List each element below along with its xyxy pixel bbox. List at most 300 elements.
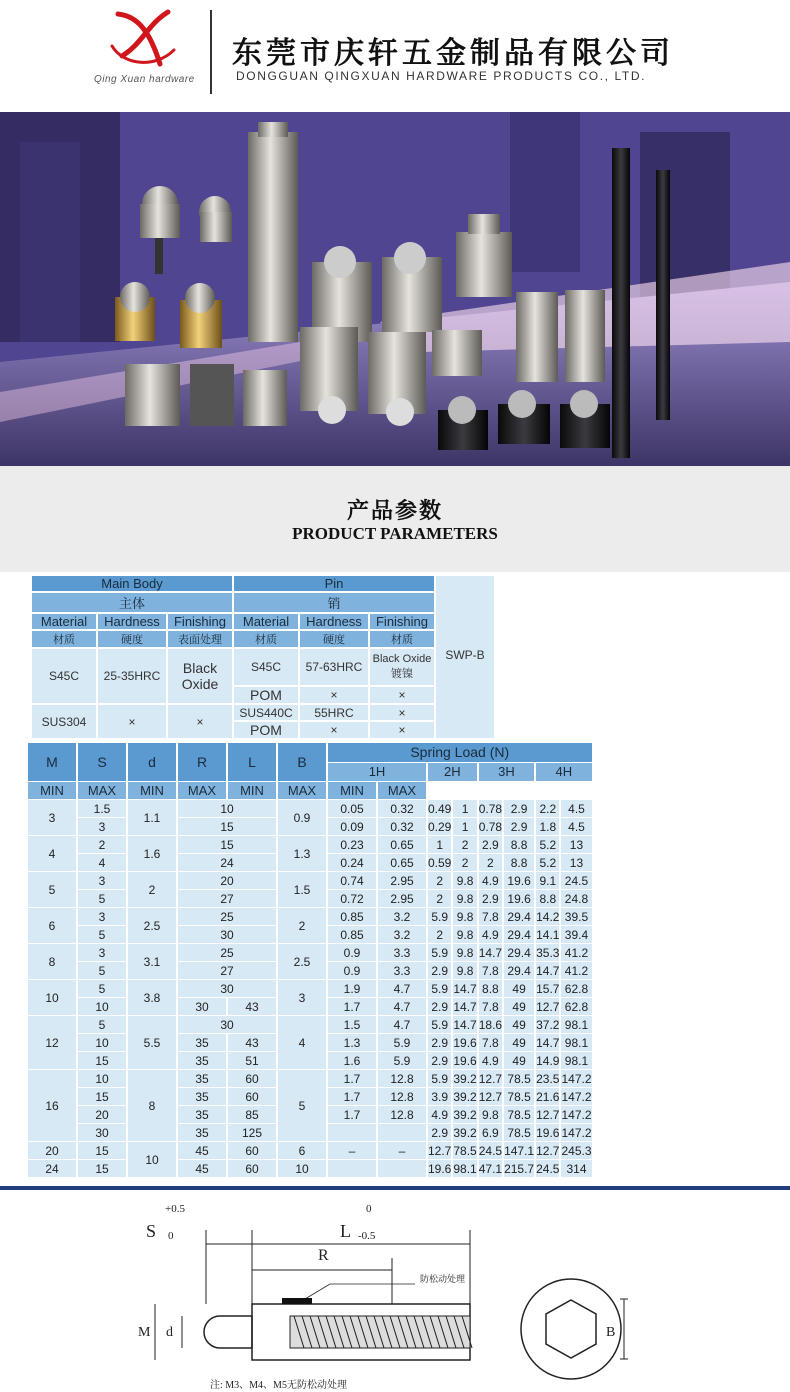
cell-load-3: 39.2 <box>453 1089 477 1104</box>
pin-col-hardness-en: Hardness <box>300 614 368 629</box>
cell-l: 60 <box>228 1088 276 1105</box>
cell-load-6: 14.1 <box>536 927 560 942</box>
cell-load-1: 5.9 <box>378 1034 426 1051</box>
cell-load-2: 5.9 <box>428 1070 451 1087</box>
cell-load-3: 2 <box>453 836 476 853</box>
cell-load-7: 24.5 <box>561 872 591 889</box>
cell-load-5: 19.6 <box>504 872 534 889</box>
cell-load-2: 2.9 <box>428 1034 451 1051</box>
cell-load-5: 49 <box>504 1016 534 1033</box>
cell-load-3: 78.5 <box>453 1143 477 1158</box>
cell-load-2: 2 <box>428 926 451 943</box>
cell-load-3: 39.2 <box>453 1107 477 1122</box>
cell-s: 1.5 <box>78 800 126 817</box>
cell-load-4: 14.7 <box>478 945 503 960</box>
cell-load-0: 1.7 <box>328 998 376 1015</box>
cell-m: 12 <box>28 1016 76 1069</box>
cell-b: 4 <box>278 1016 326 1069</box>
cell-load-0: 0.74 <box>328 872 376 889</box>
cell-load-3: 9.8 <box>453 962 476 979</box>
pin-row3-material: SUS440C <box>234 705 298 720</box>
cell-load-2: 5.9 <box>428 908 451 925</box>
col-material-cn: 材质 <box>32 631 96 647</box>
cell-load-6: 21.6 <box>536 1089 560 1104</box>
cell-m: 16 <box>28 1070 76 1141</box>
cell-load-0: 0.09 <box>328 818 376 835</box>
table-row <box>28 1016 592 1033</box>
cell-load-7: 98.1 <box>561 1016 591 1033</box>
dim-label-m: M <box>138 1325 151 1340</box>
cell-load-7: 13 <box>561 854 591 871</box>
cell-load-0: 1.7 <box>328 1106 376 1123</box>
cell-load-4: 4.9 <box>479 926 502 943</box>
cell-load-6: 24.5 <box>536 1161 560 1176</box>
cell-load-3: 9.8 <box>453 890 476 907</box>
cell-load-4: 12.7 <box>478 1071 503 1086</box>
cell-load-3: 19.6 <box>453 1053 477 1068</box>
pin-row2-finishing: × <box>370 687 434 703</box>
section-title-band <box>0 466 790 572</box>
cell-load-2: 3.9 <box>428 1088 451 1105</box>
cell-load-4: 2.9 <box>479 890 502 907</box>
row1-material: S45C <box>32 649 96 703</box>
cell-s: 20 <box>78 1106 126 1123</box>
cell-load-4: 12.7 <box>478 1089 503 1104</box>
cell-load-1: 12.8 <box>378 1070 426 1087</box>
cell-load-4: 47.1 <box>478 1161 503 1176</box>
pin-col-material-en: Material <box>234 614 298 629</box>
cell-d: 1.6 <box>128 836 176 871</box>
pin-row4-finishing: × <box>370 722 434 738</box>
cell-s: 15 <box>78 1052 126 1069</box>
cell-load-6: 15.7 <box>536 981 560 996</box>
cell-load-0: 0.24 <box>328 854 376 871</box>
col-1h-max-header: MAX <box>78 782 126 799</box>
cell-load-1: 0.65 <box>378 854 426 871</box>
pin-row1-finishing: Black Oxide 镀镍 <box>370 649 434 685</box>
col-3h-max-header: MAX <box>278 782 326 799</box>
cell-load-5: 19.6 <box>504 890 534 907</box>
cell-load-4: 8.8 <box>479 980 502 997</box>
cell-load-1: 12.8 <box>378 1088 426 1105</box>
pin-row1-hardness: 57-63HRC <box>300 649 368 685</box>
cell-r-l: 24 <box>178 854 276 871</box>
cell-load-2: 5.9 <box>428 944 451 961</box>
col-4h-min-header: MIN <box>328 782 376 799</box>
cell-load-7: 39.5 <box>561 908 591 925</box>
dim-label-d: d <box>166 1325 173 1340</box>
cell-r: 35 <box>178 1106 226 1123</box>
cell-load-7: 4.5 <box>561 800 591 817</box>
cell-load-2: 1 <box>428 836 451 853</box>
cell-d: 3.8 <box>128 980 176 1015</box>
cell-load-1: 3.3 <box>378 944 426 961</box>
cell-load-1: – <box>378 1142 426 1159</box>
pin-row1-material: S45C <box>234 649 298 685</box>
cell-load-2: 0.49 <box>428 801 452 816</box>
cell-s: 5 <box>78 890 126 907</box>
row2-finishing: × <box>168 705 232 738</box>
cell-m: 6 <box>28 908 76 943</box>
pin-col-hardness-cn: 硬度 <box>300 631 368 647</box>
cell-r-l: 30 <box>178 1016 276 1033</box>
cell-d: 2 <box>128 872 176 907</box>
cell-load-5: 2.9 <box>504 800 534 817</box>
cell-load-1: 2.95 <box>378 890 426 907</box>
cell-s: 30 <box>78 1124 126 1141</box>
cell-s: 3 <box>78 944 126 961</box>
cell-r: 30 <box>178 998 226 1015</box>
product-banner-image <box>0 112 790 466</box>
cell-load-6: 14.7 <box>536 963 560 978</box>
row1-finishing: Black Oxide <box>168 649 232 703</box>
cell-load-1: 0.32 <box>378 800 426 817</box>
cell-load-6: 1.8 <box>536 818 559 835</box>
cell-b: 10 <box>278 1160 326 1177</box>
cell-load-2: 2 <box>428 872 451 889</box>
cell-load-7: 147.2 <box>561 1125 592 1140</box>
dim-label-s: S <box>146 1221 157 1241</box>
cell-load-0: 0.72 <box>328 890 376 907</box>
cell-load-4: 2.9 <box>479 836 502 853</box>
table-row <box>28 908 592 925</box>
cell-load-7: 39.4 <box>561 926 591 943</box>
cell-load-7: 98.1 <box>561 1052 591 1069</box>
cell-load-1: 12.8 <box>378 1106 426 1123</box>
cell-d: 10 <box>128 1142 176 1177</box>
row2-material: SUS304 <box>32 705 96 738</box>
col-4h-header: 4H <box>536 763 591 782</box>
cell-l: 60 <box>228 1070 276 1087</box>
pin-row4-material: POM <box>234 722 298 738</box>
cell-load-3: 9.8 <box>453 908 476 925</box>
cell-load-5: 215.7 <box>504 1161 535 1176</box>
cell-load-3: 14.7 <box>453 981 477 996</box>
cell-s: 15 <box>78 1142 126 1159</box>
cell-load-0: 0.85 <box>328 908 376 925</box>
col-l-header: L <box>228 743 276 781</box>
cell-load-6: 5.2 <box>536 836 559 853</box>
cell-load-1: 4.7 <box>378 998 426 1015</box>
col-4h-max-header: MAX <box>378 782 426 799</box>
cell-load-4: 4.9 <box>479 872 502 889</box>
cell-load-2: 4.9 <box>428 1106 451 1123</box>
cell-load-5: 8.8 <box>504 854 534 871</box>
tolerance-zero: 0 <box>366 1203 372 1215</box>
col-3h-header: 3H <box>479 763 534 782</box>
cell-load-3: 9.8 <box>453 926 476 943</box>
cell-load-0 <box>328 1124 376 1141</box>
col-hardness-en: Hardness <box>98 614 166 629</box>
cell-load-7: 13 <box>561 836 591 853</box>
cell-r-l: 15 <box>178 818 276 835</box>
cell-r: 35 <box>178 1124 226 1141</box>
cell-b: 0.9 <box>278 800 326 835</box>
cell-load-2: 2.9 <box>428 962 451 979</box>
cell-r-l: 30 <box>178 980 276 997</box>
cell-load-2: 12.7 <box>428 1143 452 1158</box>
cell-load-1 <box>378 1160 426 1177</box>
cell-load-5: 49 <box>504 1034 534 1051</box>
cell-l: 51 <box>228 1052 276 1069</box>
cell-r: 35 <box>178 1088 226 1105</box>
cell-load-3: 14.7 <box>453 1017 477 1032</box>
cell-load-2: 0.59 <box>428 855 452 870</box>
cell-m: 3 <box>28 800 76 835</box>
cell-d: 2.5 <box>128 908 176 943</box>
cell-l: 43 <box>228 1034 276 1051</box>
cell-load-7: 314 <box>561 1160 591 1177</box>
cell-load-3: 9.8 <box>453 944 476 961</box>
product-photo <box>0 112 790 466</box>
cell-load-5: 49 <box>504 998 534 1015</box>
cell-b: 1.3 <box>278 836 326 871</box>
cell-m: 20 <box>28 1142 76 1159</box>
cell-load-6: 14.9 <box>536 1053 560 1068</box>
cell-s: 2 <box>78 836 126 853</box>
material-spec-table <box>30 574 496 740</box>
cell-load-5: 2.9 <box>504 818 534 835</box>
table-row <box>28 800 592 817</box>
cell-load-0: 1.5 <box>328 1016 376 1033</box>
cell-load-0: 1.3 <box>328 1034 376 1051</box>
cell-load-5: 78.5 <box>504 1124 534 1141</box>
cell-load-6: 5.2 <box>536 854 559 871</box>
cell-r-l: 25 <box>178 908 276 925</box>
cell-load-4: 0.78 <box>478 801 503 816</box>
cell-load-1: 4.7 <box>378 980 426 997</box>
cell-load-3: 98.1 <box>453 1161 477 1176</box>
section-separator <box>0 1186 790 1190</box>
cell-load-4: 7.8 <box>479 1034 502 1051</box>
row2-hardness: × <box>98 705 166 738</box>
cell-load-7: 62.8 <box>561 980 591 997</box>
cell-load-2: 19.6 <box>428 1161 452 1176</box>
cell-load-2: 2.9 <box>428 998 451 1015</box>
col-b-header: B <box>278 743 326 781</box>
table-row <box>28 872 592 889</box>
cell-load-5: 29.4 <box>504 926 534 943</box>
cell-load-7: 4.5 <box>561 818 591 835</box>
cell-l: 43 <box>228 998 276 1015</box>
col-r-header: R <box>178 743 226 781</box>
cell-r-l: 27 <box>178 962 276 979</box>
table-row <box>28 1142 592 1159</box>
cell-load-3: 39.2 <box>453 1071 477 1086</box>
cell-load-1: 3.2 <box>378 908 426 925</box>
cell-load-3: 1 <box>453 800 476 817</box>
cell-load-0: 1.7 <box>328 1088 376 1105</box>
cell-load-5: 29.4 <box>504 908 534 925</box>
cell-b: 5 <box>278 1070 326 1141</box>
cell-load-2: 2 <box>428 890 451 907</box>
cell-s: 5 <box>78 926 126 943</box>
cell-load-6: 2.2 <box>536 800 559 817</box>
cell-load-2: 2.9 <box>428 1124 451 1141</box>
spring-load-header: Spring Load (N) <box>328 743 592 762</box>
technical-drawing <box>0 1194 790 1392</box>
cell-r: 35 <box>178 1034 226 1051</box>
cell-load-2: 0.29 <box>428 819 452 834</box>
cell-load-2: 5.9 <box>428 1016 451 1033</box>
cell-load-5: 49 <box>504 980 534 997</box>
cell-load-0: 1.9 <box>328 980 376 997</box>
cell-s: 10 <box>78 1034 126 1051</box>
col-hardness-cn: 硬度 <box>98 631 166 647</box>
cell-load-4: 7.8 <box>479 962 502 979</box>
cell-load-6: 12.7 <box>536 1143 560 1158</box>
main-body-header: Main Body <box>32 576 232 591</box>
cell-load-0: 0.05 <box>328 800 376 817</box>
cell-s: 5 <box>78 962 126 979</box>
pin-row4-hardness: × <box>300 722 368 738</box>
cell-load-4: 0.78 <box>478 819 503 834</box>
table-row <box>28 1070 592 1087</box>
cell-load-4: 4.9 <box>479 1052 502 1069</box>
cell-load-3: 9.8 <box>453 872 476 889</box>
cell-l: 60 <box>228 1160 276 1177</box>
page-header <box>0 0 790 108</box>
cell-r-l: 15 <box>178 836 276 853</box>
cell-m: 24 <box>28 1160 76 1177</box>
cell-m: 8 <box>28 944 76 979</box>
cell-load-3: 19.6 <box>453 1035 477 1050</box>
cell-r: 35 <box>178 1052 226 1069</box>
col-2h-header: 2H <box>428 763 477 782</box>
drawing-note: 注: M3、M4、M5无防松动处理 <box>210 1380 347 1391</box>
cell-b: 6 <box>278 1142 326 1159</box>
cell-r: 45 <box>178 1142 226 1159</box>
col-d-header: d <box>128 743 176 781</box>
cell-load-5: 29.4 <box>504 944 534 961</box>
cell-s: 3 <box>78 818 126 835</box>
cell-load-4: 9.8 <box>479 1106 502 1123</box>
cell-load-4: 2 <box>479 854 502 871</box>
cell-load-7: 147.2 <box>561 1107 592 1122</box>
cell-r: 35 <box>178 1070 226 1087</box>
cell-load-1 <box>378 1124 426 1141</box>
spring-load-table <box>26 742 594 1178</box>
cell-d: 1.1 <box>128 800 176 835</box>
cell-load-0: 0.85 <box>328 926 376 943</box>
cell-m: 10 <box>28 980 76 1015</box>
cell-load-0: – <box>328 1142 376 1159</box>
cell-load-6: 12.7 <box>536 1107 560 1122</box>
pin-row3-hardness: 55HRC <box>300 705 368 720</box>
cell-s: 3 <box>78 872 126 889</box>
cell-load-6: 35.3 <box>536 945 560 960</box>
product-code: SWP-B <box>436 576 494 738</box>
cell-b: 2.5 <box>278 944 326 979</box>
col-s-header: S <box>78 743 126 781</box>
cell-s: 3 <box>78 908 126 925</box>
cell-load-7: 24.8 <box>561 890 591 907</box>
cell-s: 10 <box>78 1070 126 1087</box>
qingxuan-logo-icon <box>108 6 178 70</box>
col-2h-min-header: MIN <box>128 782 176 799</box>
col-2h-max-header: MAX <box>178 782 226 799</box>
cell-b: 1.5 <box>278 872 326 907</box>
company-name-en: DONGGUAN QINGXUAN HARDWARE PRODUCTS CO., LTD. <box>236 69 647 83</box>
cell-load-3: 14.7 <box>453 999 477 1014</box>
cell-r-l: 27 <box>178 890 276 907</box>
cell-load-7: 147.2 <box>561 1089 592 1104</box>
cell-load-2: 2.9 <box>428 1052 451 1069</box>
cell-load-5: 78.5 <box>504 1070 534 1087</box>
cell-load-6: 12.7 <box>536 999 560 1014</box>
cell-r: 45 <box>178 1160 226 1177</box>
table-row <box>28 836 592 853</box>
min-max-header-row <box>28 782 592 799</box>
cell-load-2: 5.9 <box>428 980 451 997</box>
cell-s: 4 <box>78 854 126 871</box>
cell-load-7: 41.2 <box>561 962 591 979</box>
pin-col-material-cn: 材质 <box>234 631 298 647</box>
cell-load-7: 41.2 <box>561 944 591 961</box>
cell-load-1: 4.7 <box>378 1016 426 1033</box>
cell-load-5: 49 <box>504 1052 534 1069</box>
cell-load-1: 0.32 <box>378 818 426 835</box>
cell-load-1: 3.3 <box>378 962 426 979</box>
cell-b: 3 <box>278 980 326 1015</box>
pin-col-finishing-cn: 材质 <box>370 631 434 647</box>
cell-load-1: 2.95 <box>378 872 426 889</box>
pin-row2-material: POM <box>234 687 298 703</box>
pin-header-cn: 销 <box>234 593 434 612</box>
logo-text: Qing Xuan hardware <box>94 74 195 85</box>
row1-hardness: 25-35HRC <box>98 649 166 703</box>
cell-l: 60 <box>228 1142 276 1159</box>
col-m-header: M <box>28 743 76 781</box>
company-name-cn: 东莞市庆轩五金制品有限公司 <box>232 36 674 71</box>
cell-load-6: 37.2 <box>536 1017 560 1032</box>
tolerance-minus: -0.5 <box>358 1230 376 1242</box>
section-title-cn: 产品参数 <box>346 499 443 524</box>
cell-load-0: 0.23 <box>328 836 376 853</box>
cell-load-5: 147.1 <box>504 1143 535 1158</box>
cell-r-l: 25 <box>178 944 276 961</box>
cell-m: 4 <box>28 836 76 871</box>
cell-r-l: 10 <box>178 800 276 817</box>
cell-load-4: 7.8 <box>479 908 502 925</box>
cell-load-3: 1 <box>453 818 476 835</box>
cell-load-5: 29.4 <box>504 962 534 979</box>
cell-s: 15 <box>78 1160 126 1177</box>
cell-load-0: 0.9 <box>328 944 376 961</box>
cell-load-6: 14.7 <box>536 1035 560 1050</box>
main-body-header-cn: 主体 <box>32 593 232 612</box>
col-3h-min-header: MIN <box>228 782 276 799</box>
cell-r-l: 30 <box>178 926 276 943</box>
cell-load-7: 98.1 <box>561 1034 591 1051</box>
header-divider <box>210 10 212 94</box>
pin-col-finishing-en: Finishing <box>370 614 434 629</box>
cell-d: 8 <box>128 1070 176 1141</box>
cell-load-4: 6.9 <box>479 1124 502 1141</box>
cell-s: 5 <box>78 980 126 997</box>
cell-load-5: 8.8 <box>504 836 534 853</box>
table-row <box>28 980 592 997</box>
col-1h-min-header: MIN <box>28 782 76 799</box>
cell-load-5: 78.5 <box>504 1088 534 1105</box>
cell-l: 85 <box>228 1106 276 1123</box>
dim-label-b: B <box>606 1325 616 1340</box>
cell-load-7: 62.8 <box>561 998 591 1015</box>
cell-load-6: 14.2 <box>536 909 560 924</box>
cell-d: 5.5 <box>128 1016 176 1069</box>
table-row <box>28 1160 592 1177</box>
cell-load-7: 147.2 <box>561 1071 592 1086</box>
